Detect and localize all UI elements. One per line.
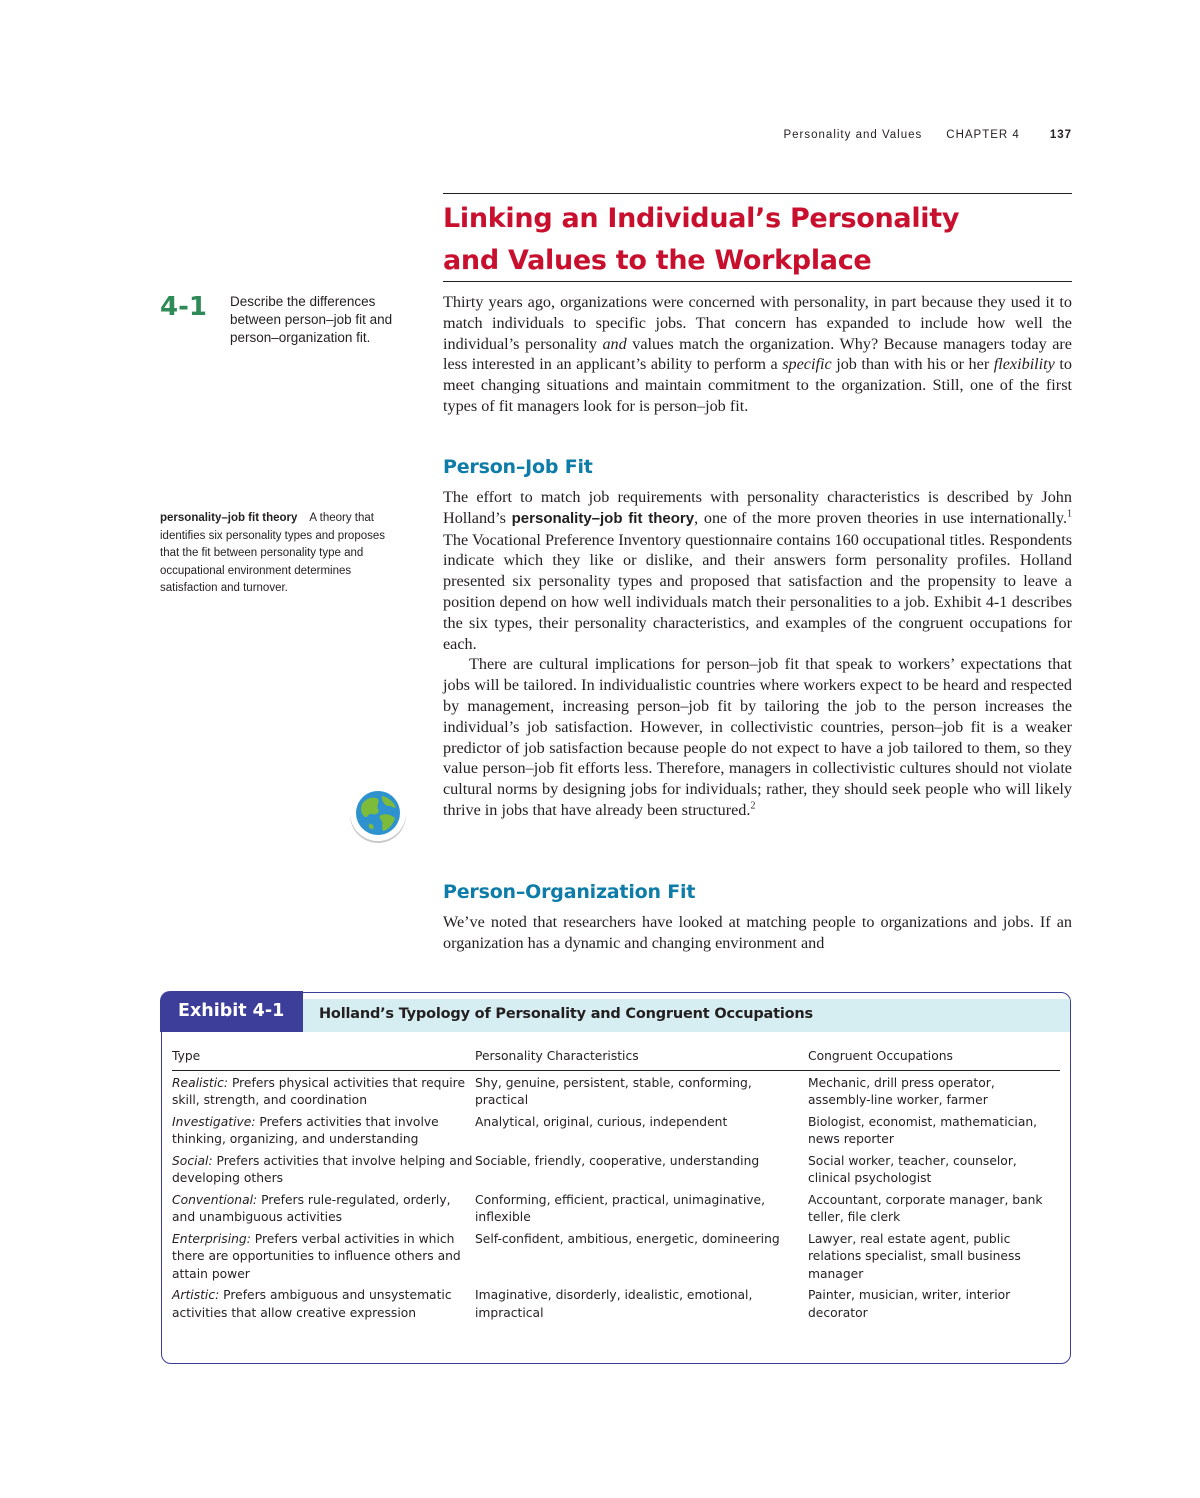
type-cell: Conventional: Prefers rule-regulated, orderly, and unambiguous activities — [172, 1192, 451, 1224]
glossary-entry — [160, 510, 395, 598]
traits-cell: Sociable, friendly, cooperative, understanding — [475, 1153, 760, 1168]
typology-table — [172, 1048, 1060, 1322]
type-cell: Social: Prefers activities that involve helping and developing others — [172, 1153, 473, 1185]
glossary-term: personality–job fit theory — [160, 512, 298, 524]
column-header-occupations: Congruent Occupations — [808, 1048, 1060, 1070]
column-header-characteristics: Personality Characteristics — [475, 1048, 808, 1070]
glossary-definition: A theory that identifies six personality types and proposes that the fit between personality type and occupational environment determines satisfaction and turnover. — [160, 512, 386, 595]
running-head-section: Personality and Values — [783, 129, 923, 141]
table-row — [172, 1070, 1060, 1110]
learning-objective-number: 4-1 — [160, 292, 207, 322]
table-row — [172, 1149, 1060, 1188]
learning-objective-text: Describe the differences between person–job fit and person–organization fit. — [230, 294, 393, 345]
intro-paragraph: Thirty years ago, organizations were concerned with personality, in part because they used it to match individuals to specific jobs. That concern has expanded to include how well the individual’s personality and values match the organization. Why? Because managers today are less interested in an applicant’s ability to perform a specific job than with his or her flexibility to meet changing situations and maintain commitment to the organization. Still, one of the first types of fit managers look for is person–job fit. — [443, 293, 1072, 415]
person-job-fit-text — [443, 487, 1072, 821]
column-header-type: Type — [172, 1048, 475, 1070]
type-cell: Investigative: Prefers activities that involve thinking, organizing, and understanding — [172, 1114, 439, 1146]
exhibit-label: Exhibit 4-1 — [160, 991, 303, 1032]
section-title — [443, 198, 1072, 282]
occupations-cell: Social worker, teacher, counselor, clinical psychologist — [808, 1153, 1017, 1185]
title-top-rule — [443, 193, 1072, 194]
traits-cell: Self-confident, ambitious, energetic, domineering — [475, 1231, 780, 1246]
occupations-cell: Mechanic, drill press operator, assembly-line worker, farmer — [808, 1075, 995, 1107]
footnote-2: 2 — [750, 800, 756, 812]
type-cell: Enterprising: Prefers verbal activities in which there are opportunities to influence others and attain power — [172, 1231, 461, 1281]
type-cell: Realistic: Prefers physical activities that require skill, strength, and coordination — [172, 1075, 466, 1107]
type-cell: Artistic: Prefers ambiguous and unsystematic activities that allow creative expression — [172, 1288, 452, 1320]
traits-cell: Conforming, efficient, practical, unimaginative, inflexible — [475, 1192, 766, 1224]
occupations-cell: Painter, musician, writer, interior decorator — [808, 1288, 1011, 1320]
table-row — [172, 1283, 1060, 1322]
occupations-cell: Lawyer, real estate agent, public relations specialist, small business manager — [808, 1231, 1021, 1281]
page-number: 137 — [1049, 129, 1072, 141]
table-header-row — [172, 1048, 1060, 1070]
section-title-line2: and Values to the Workplace — [443, 245, 872, 276]
traits-cell: Shy, genuine, persistent, stable, conforming, practical — [475, 1075, 752, 1107]
occupations-cell: Accountant, corporate manager, bank teller, file clerk — [808, 1192, 1043, 1224]
running-head-chapter: CHAPTER 4 — [946, 129, 1020, 141]
exhibit-box — [161, 992, 1071, 1364]
globe-icon — [348, 784, 408, 844]
footnote-1: 1 — [1067, 508, 1072, 520]
section-title-line1: Linking an Individual’s Personality — [443, 203, 960, 234]
traits-cell: Analytical, original, curious, independent — [475, 1114, 728, 1129]
title-bottom-rule — [443, 281, 1072, 282]
occupations-cell: Biologist, economist, mathematician, news reporter — [808, 1114, 1038, 1146]
person-job-fit-paragraph-2: There are cultural implications for person–job fit that speak to workers’ expectations that jobs will be tailored. In individualistic countries where workers expect to be heard and respected by management, increasing person–job fit by tailoring the job to the person increases the individual’s job satisfaction. However, in collectivistic countries, person–job fit is a weaker predictor of job satisfaction because people do not expect to have a job tailored to them, so they value person–job fit efforts less. Therefore, managers in collectivistic cultures should not violate cultural norms by designing jobs for individuals; rather, they should seek people who will likely thrive in jobs that have already been structured.$^2$ — [443, 655, 1072, 819]
exhibit-title: Holland’s Typology of Personality and Congruent Occupations — [319, 1006, 813, 1022]
running-head — [700, 129, 1072, 141]
table-row — [172, 1227, 1060, 1284]
table-row — [172, 1188, 1060, 1227]
person-job-fit-heading: Person–Job Fit — [443, 456, 593, 478]
traits-cell: Imaginative, disorderly, idealistic, emotional, impractical — [475, 1288, 753, 1320]
table-row — [172, 1110, 1060, 1149]
key-term: personality–job fit theory — [511, 509, 695, 527]
person-organization-fit-paragraph: We’ve noted that researchers have looked at matching people to organizations and jobs. If an organization has a dynamic and changing environment and — [443, 913, 1072, 952]
person-organization-fit-heading: Person–Organization Fit — [443, 881, 696, 903]
person-job-fit-paragraph-1: The effort to match job requirements with personality characteristics is described by John Holland’s personality–job fit theory, one of the more proven theories in use internationally.$^1$ The Vocational Preference Inventory questionnaire contains 160 occupational titles. Respondents indicate which they like or dislike, and their answers form personality profiles. Holland presented six personality types and proposed that satisfaction and the propensity to leave a position depend on how well individuals match their personalities to a job. Exhibit 4-1 describes the six types, their personality characteristics, and examples of the congruent occupations for each. — [443, 488, 1072, 653]
